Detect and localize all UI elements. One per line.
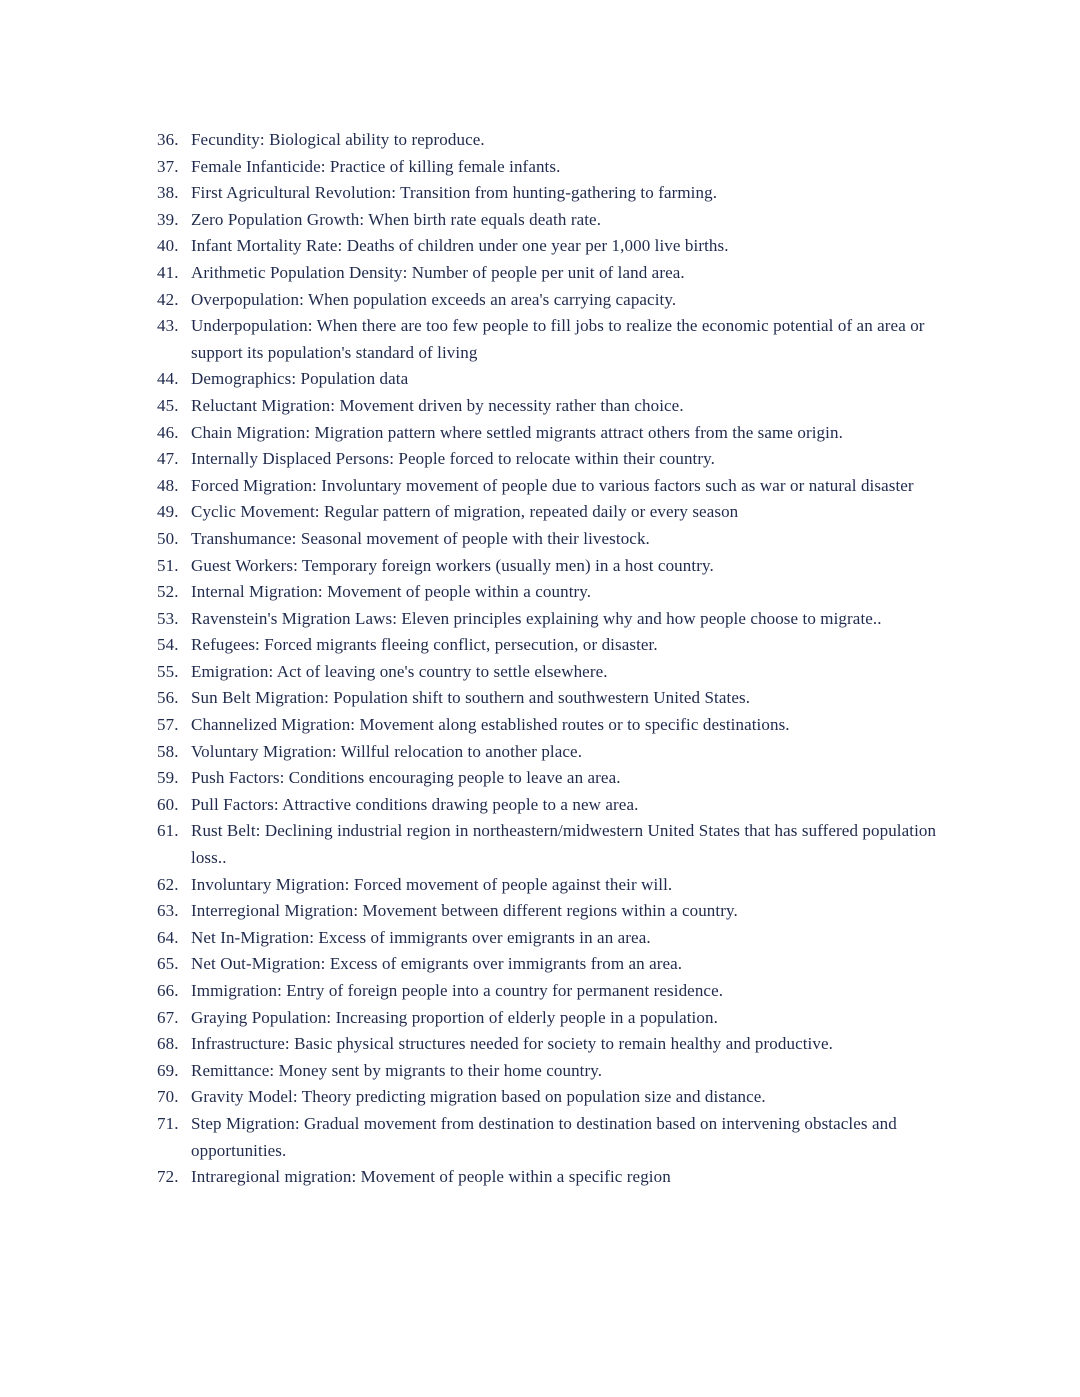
item-number: 57. <box>157 715 179 735</box>
list-item <box>157 712 1080 739</box>
item-text: Infant Mortality Rate: Deaths of children under one year per 1,000 live births. <box>191 236 729 256</box>
item-text: Rust Belt: Declining industrial region in northeastern/midwestern United States that has suffered population loss.. <box>191 821 937 868</box>
list-item <box>157 1084 1080 1111</box>
item-number: 53. <box>157 608 179 628</box>
item-number: 58. <box>157 741 179 761</box>
item-text: Infrastructure: Basic physical structures needed for society to remain healthy and productive. <box>191 1034 833 1054</box>
list-item <box>157 765 1080 792</box>
item-number: 38. <box>157 183 179 203</box>
item-number: 65. <box>157 954 179 974</box>
item-text: Underpopulation: When there are too few people to fill jobs to realize the economic potential of an area or support its population's standard of living <box>191 316 925 362</box>
item-text: Gravity Model: Theory predicting migration based on population size and distance. <box>191 1087 766 1107</box>
item-number: 64. <box>157 927 179 947</box>
list-item <box>157 499 1080 526</box>
list-item <box>157 1111 1080 1164</box>
list-item <box>157 978 1080 1005</box>
item-text: Transhumance: Seasonal movement of people with their livestock. <box>191 528 650 548</box>
item-text: Push Factors: Conditions encouraging people to leave an area. <box>191 768 621 788</box>
list-item <box>157 393 1080 420</box>
list-item <box>157 872 1080 899</box>
item-text: Interregional Migration: Movement between different regions within a country. <box>191 901 738 921</box>
list-item <box>157 127 1080 154</box>
list-item <box>157 207 1080 234</box>
item-number: 40. <box>157 236 179 256</box>
list-item <box>157 180 1080 207</box>
list-item <box>157 1031 1080 1058</box>
item-number: 61. <box>157 821 179 841</box>
item-text: Involuntary Migration: Forced movement of people against their will. <box>191 874 673 894</box>
item-text: Remittance: Money sent by migrants to their home country. <box>191 1060 603 1080</box>
list-item <box>157 579 1080 606</box>
item-text: Voluntary Migration: Willful relocation to another place. <box>191 741 583 761</box>
item-text: Step Migration: Gradual movement from destination to destination based on intervening obstacles and opportunities. <box>191 1113 897 1160</box>
list-item <box>157 632 1080 659</box>
item-number: 60. <box>157 794 179 814</box>
item-number: 68. <box>157 1034 179 1054</box>
item-number: 52. <box>157 582 179 602</box>
list-item <box>157 553 1080 580</box>
item-text: Arithmetic Population Density: Number of people per unit of land area. <box>191 262 685 282</box>
item-text: Reluctant Migration: Movement driven by necessity rather than choice. <box>191 395 684 415</box>
list-item <box>157 739 1080 766</box>
list-item <box>157 951 1080 978</box>
item-number: 63. <box>157 901 179 921</box>
item-text: Overpopulation: When population exceeds an area's carrying capacity. <box>191 289 677 309</box>
item-text: Fecundity: Biological ability to reproduce. <box>191 130 485 149</box>
item-number: 43. <box>157 316 179 336</box>
item-text: Zero Population Growth: When birth rate equals death rate. <box>191 209 602 229</box>
item-text: Ravenstein's Migration Laws: Eleven principles explaining why and how people choose to migrate.. <box>191 608 882 628</box>
item-text: Net Out-Migration: Excess of emigrants over immigrants from an area. <box>191 954 683 974</box>
list-item <box>157 233 1080 260</box>
list-item <box>157 420 1080 447</box>
list-item <box>157 154 1080 181</box>
item-number: 37. <box>157 156 179 176</box>
item-text: Internally Displaced Persons: People forced to relocate within their country. <box>191 449 715 469</box>
term-list <box>157 127 1080 1191</box>
list-item <box>157 446 1080 473</box>
item-number: 42. <box>157 289 179 309</box>
item-text: Emigration: Act of leaving one's country to settle elsewhere. <box>191 661 608 681</box>
item-number: 69. <box>157 1060 179 1080</box>
list-item <box>157 1058 1080 1085</box>
item-number: 49. <box>157 502 179 522</box>
item-text: First Agricultural Revolution: Transition from hunting-gathering to farming. <box>191 183 718 203</box>
item-text: Forced Migration: Involuntary movement of people due to various factors such as war or natural disaster <box>191 475 914 495</box>
item-text: Female Infanticide: Practice of killing female infants. <box>191 156 561 176</box>
item-number: 59. <box>157 768 179 788</box>
item-number: 45. <box>157 395 179 415</box>
item-number: 44. <box>157 369 179 389</box>
item-number: 56. <box>157 688 179 708</box>
item-text: Cyclic Movement: Regular pattern of migration, repeated daily or every season <box>191 502 739 522</box>
item-text: Net In-Migration: Excess of immigrants over emigrants in an area. <box>191 927 651 947</box>
list-item <box>157 685 1080 712</box>
item-text: Sun Belt Migration: Population shift to southern and southwestern United States. <box>191 688 751 708</box>
list-item <box>157 659 1080 686</box>
list-item <box>157 606 1080 633</box>
item-text: Guest Workers: Temporary foreign workers (usually men) in a host country. <box>191 555 714 575</box>
item-text: Channelized Migration: Movement along established routes or to specific destinations. <box>191 715 790 735</box>
item-text: Pull Factors: Attractive conditions drawing people to a new area. <box>191 794 639 814</box>
item-number: 62. <box>157 874 179 894</box>
item-number: 66. <box>157 981 179 1000</box>
list-item <box>157 1005 1080 1032</box>
list-item <box>157 818 1080 871</box>
item-number: 46. <box>157 422 179 442</box>
item-text: Demographics: Population data <box>191 369 409 389</box>
item-text: Chain Migration: Migration pattern where settled migrants attract others from the same origin. <box>191 422 843 442</box>
item-text: Graying Population: Increasing proportion of elderly people in a population. <box>191 1007 718 1027</box>
item-number: 39. <box>157 209 179 229</box>
list-item <box>157 473 1080 500</box>
item-number: 48. <box>157 475 179 495</box>
item-number: 72. <box>157 1167 179 1187</box>
list-item <box>157 925 1080 952</box>
list-item <box>157 526 1080 553</box>
list-item <box>157 898 1080 925</box>
item-number: 67. <box>157 1007 179 1027</box>
item-number: 36. <box>157 130 179 149</box>
list-item <box>157 1164 1080 1191</box>
item-text: Refugees: Forced migrants fleeing conflict, persecution, or disaster. <box>191 635 658 655</box>
list-item <box>157 313 1080 366</box>
item-text: Internal Migration: Movement of people within a country. <box>191 582 592 602</box>
item-text: Intraregional migration: Movement of people within a specific region <box>191 1167 671 1187</box>
item-text: Immigration: Entry of foreign people into a country for permanent residence. <box>191 981 724 1000</box>
list-item <box>157 366 1080 393</box>
item-number: 55. <box>157 661 179 681</box>
item-number: 41. <box>157 262 179 282</box>
item-number: 47. <box>157 449 179 469</box>
item-number: 71. <box>157 1113 179 1133</box>
list-item <box>157 792 1080 819</box>
item-number: 50. <box>157 528 179 548</box>
list-item <box>157 287 1080 314</box>
item-number: 70. <box>157 1087 179 1107</box>
list-item <box>157 260 1080 287</box>
item-number: 51. <box>157 555 179 575</box>
item-number: 54. <box>157 635 179 655</box>
